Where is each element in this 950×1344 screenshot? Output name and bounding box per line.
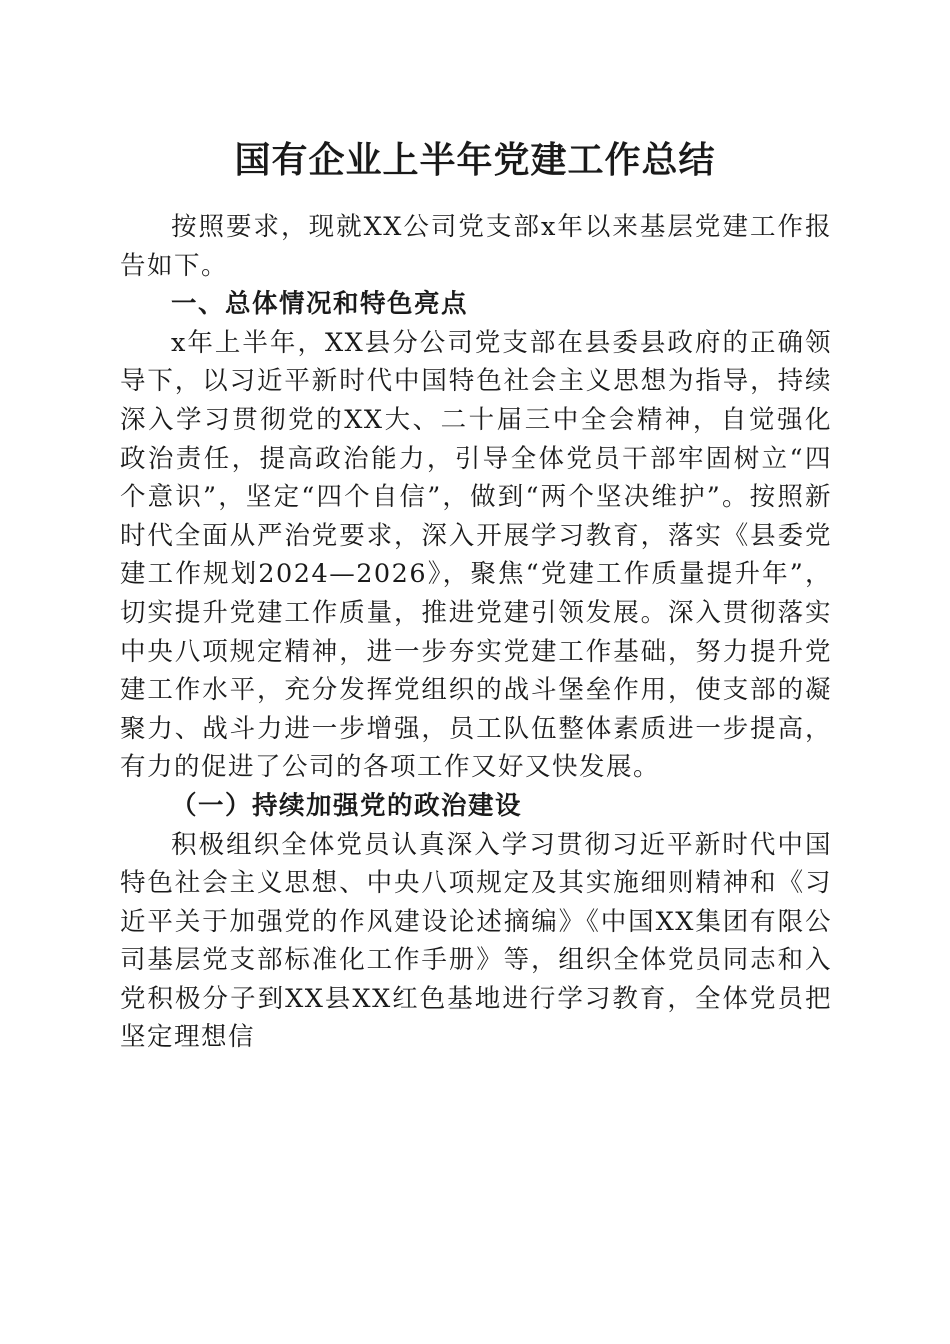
overview-paragraph: x年上半年，XX县分公司党支部在县委县政府的正确领导下，以习近平新时代中国特色社会主义思想为指导，持续深入学习贯彻党的XX大、二十届三中全会精神，自觉强化政治责任，提高政治能力，引导全体党员干部牢固树立“四个意识”，坚定“四个自信”，做到“两个坚决维护”。按照新时代全面从严治党要求，深入开展学习教育，落实《县委党建工作规划2024—2026》，聚焦“党建工作质量提升年”，切实提升党建工作质量，推进党建引领发展。深入贯彻落实中央八项规定精神，进一步夯实党建工作基础，努力提升党建工作水平，充分发挥党组织的战斗堡垒作用，使支部的凝聚力、战斗力进一步增强，员工队伍整体素质进一步提高，有力的促进了公司的各项工作又好又快发展。	[120, 327, 832, 783]
subsection-heading-political: （一）持续加强党的政治建设	[171, 790, 523, 821]
document-title: 国有企业上半年党建工作总结	[234, 139, 716, 181]
section-heading-overview: 一、总体情况和特色亮点	[171, 289, 469, 320]
intro-paragraph: 按照要求，现就XX公司党支部x年以来基层党建工作报告如下。	[120, 212, 832, 281]
political-paragraph: 积极组织全体党员认真深入学习贯彻习近平新时代中国特色社会主义思想、中央八项规定及其实施细则精神和《习近平关于加强党的作风建设论述摘编》《中国XX集团有限公司基层党支部标准化工作手册》等，组织全体党员同志和入党积极分子到XX县XX红色基地进行学习教育，全体党员把坚定理想信	[120, 829, 832, 1053]
document-body	[120, 208, 832, 1057]
